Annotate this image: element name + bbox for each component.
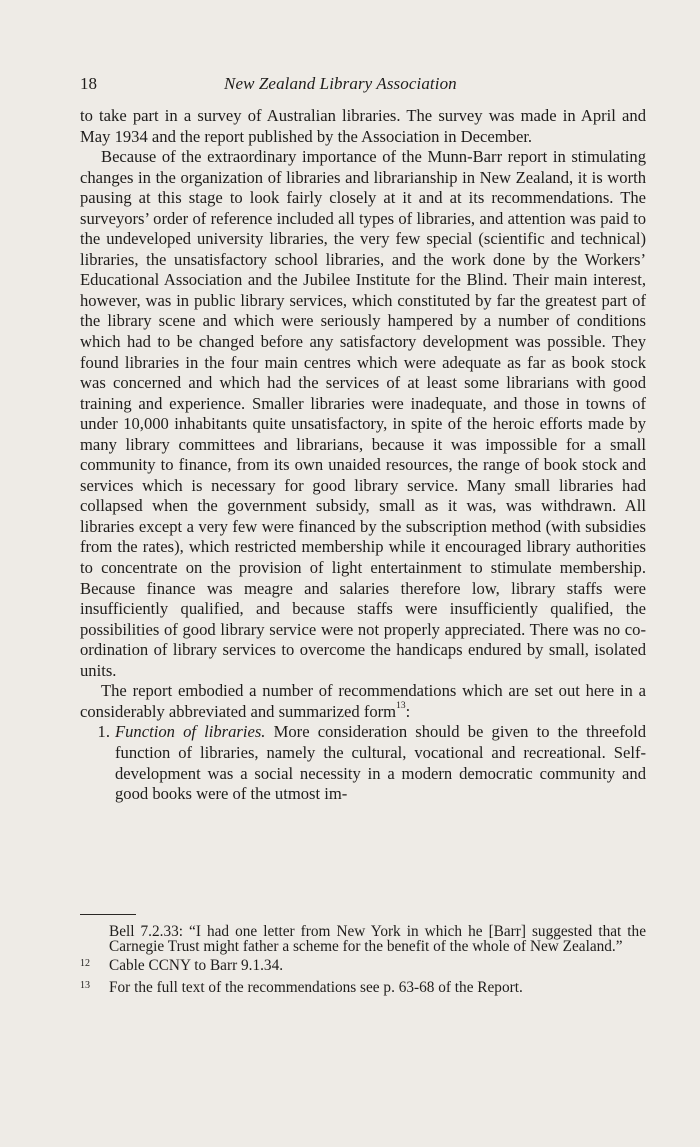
footnote-12 — [80, 959, 646, 974]
footnote-number-12: 12 — [80, 958, 90, 970]
footnote-continued — [80, 925, 646, 954]
main-text — [80, 106, 646, 805]
paragraph-recommendations-intro — [80, 681, 646, 722]
footnote-divider — [80, 914, 136, 915]
recommendation-text: More consideration should be given to the threefold function of libraries, namely the cultural, vocational and recreational. Self-development was a social necessity in a modern democratic community and good books were of the utmost im- — [115, 722, 646, 804]
footnote-text-12: Cable CCNY to Barr 9.1.34. — [109, 957, 284, 975]
recommendation-number: 1. — [97, 722, 110, 742]
recommendation-title: Function of libraries. — [115, 722, 266, 742]
footnote-13 — [80, 981, 646, 996]
footnote-text-13: For the full text of the recommendations see p. 63-68 of the Report. — [109, 979, 523, 997]
running-head: New Zealand Library Association — [224, 74, 457, 93]
recommendation-item — [80, 722, 646, 804]
page-number: 18 — [80, 74, 97, 93]
paragraph-report-importance: Because of the extraordinary importance of the Munn-Barr report in stimulating changes in the organization of libraries and librarianship in New Zealand, it is worth pausing at this stage to look fairly closely at it and at its recommendations. The surveyors’ order of reference included all types of libraries, and attention was paid to the undeveloped university libraries, the very few special (scientific and technical) libraries, the unsatisfactory school libraries, and the work done by the Workers’ Educational Association and the Jubilee Institute for the Blind. Their main interest, however, was in public library services, which constituted by far the greatest part of the library scene and which were seriously hampered by a number of conditions which had to be changed before any satisfactory development was possible. They found libraries in the four main centres which were adequate as far as book stock was concerned and which had the services of at least some librarians with good training and experience. Smaller libraries were inadequate, and those in towns of under 10,000 inhabitants quite unsatisfactory, in spite of the heroic efforts made by many library committees and librarians, because it was impossible for a small community to finance, from its own unaided resources, the range of book stock and services which is necessary for good library service. Many small libraries had collapsed when the government subsidy, small as it was, was withdrawn. All libraries except a very few were financed by the subscription method (with subsidies from the rates), which restricted membership while it encouraged library authorities to concentrate on the provision of light entertainment to stimulate membership. Because finance was meagre and salaries therefore low, library staffs were insufficiently qualified, and because staffs were insufficiently qualified, the possibilities of good library service were not properly appreciated. There was no co-ordination of library services to overcome the handicaps endured by small, isolated units. — [80, 147, 646, 680]
footnote-continued-text: Bell 7.2.33: “I had one letter from New York in which he [Barr] suggested that the Carnegie Trust might father a scheme for the benefit of the whole of New Zealand.” — [109, 923, 646, 955]
footnote-reference-13: 13 — [396, 701, 406, 712]
recommendations-intro-colon: : — [405, 701, 411, 721]
page-header — [80, 74, 646, 98]
paragraph-survey-continuation: to take part in a survey of Australian libraries. The survey was made in April and May 1934 and the report published by the Association in December. — [80, 106, 646, 146]
footnote-number-13: 13 — [80, 980, 90, 992]
recommendations-intro-text: The report embodied a number of recommendations which are set out here in a considerably abbreviated and summarized form — [80, 681, 646, 721]
footnotes — [80, 925, 646, 1001]
